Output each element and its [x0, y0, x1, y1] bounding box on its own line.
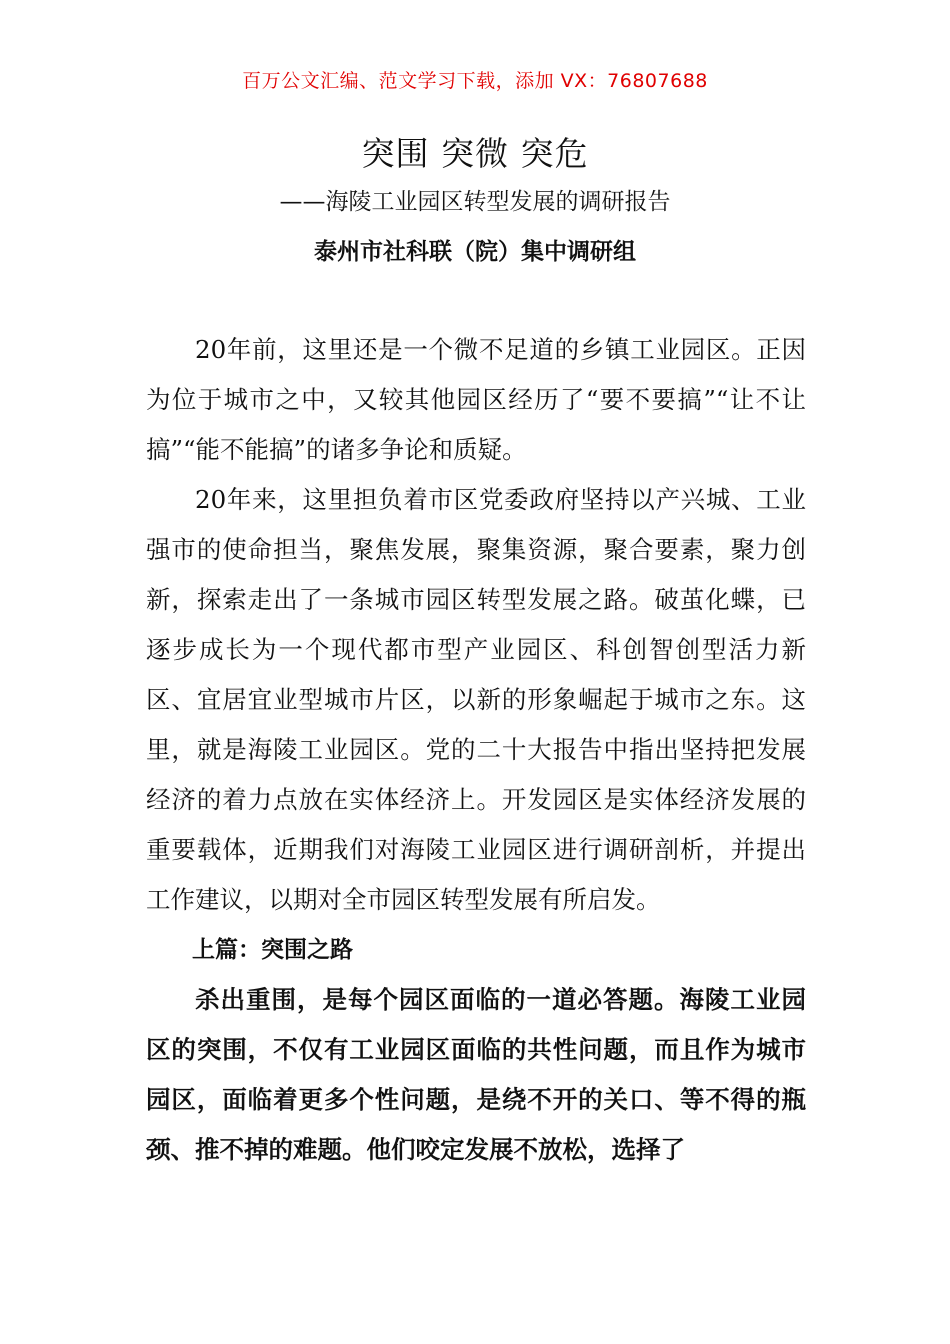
body-paragraph: 20年前，这里还是一个微不足道的乡镇工业园区。正因为位于城市之中，又较其他园区经历了“要不要搞”“让不让搞”“能不能搞”的诸多争论和质疑。 — [146, 335, 806, 464]
section-paragraph: 杀出重围，是每个园区面临的一道必答题。海陵工业园区的突围，不仅有工业园区面临的共性问题，而且作为城市园区，面临着更多个性问题，是绕不开的关口、等不得的瓶颈、推不掉的难题。他们咬定发展不放松，选择了 — [146, 985, 806, 1164]
document-body — [146, 325, 806, 1175]
document-author: 泰州市社科联（院）集中调研组 — [314, 239, 636, 265]
section-heading: 上篇：突围之路 — [192, 937, 353, 963]
promo-banner: 百万公文汇编、范文学习下载，添加 VX：76807688 — [242, 70, 708, 92]
document-title: 突围 突微 突危 — [361, 134, 589, 173]
body-paragraph: 20年来，这里担负着市区党委政府坚持以产兴城、工业强市的使命担当，聚焦发展，聚集资源，聚合要素，聚力创新，探索走出了一条城市园区转型发展之路。破茧化蝶，已逐步成长为一个现代都市型产业园区、科创智创型活力新区、宜居宜业型城市片区，以新的形象崛起于城市之东。这里，就是海陵工业园区。党的二十大报告中指出坚持把发展经济的着力点放在实体经济上。开发园区是实体经济发展的重要载体，近期我们对海陵工业园区进行调研剖析，并提出工作建议，以期对全市园区转型发展有所启发。 — [146, 485, 806, 914]
document-subtitle: ——海陵工业园区转型发展的调研报告 — [279, 189, 671, 215]
